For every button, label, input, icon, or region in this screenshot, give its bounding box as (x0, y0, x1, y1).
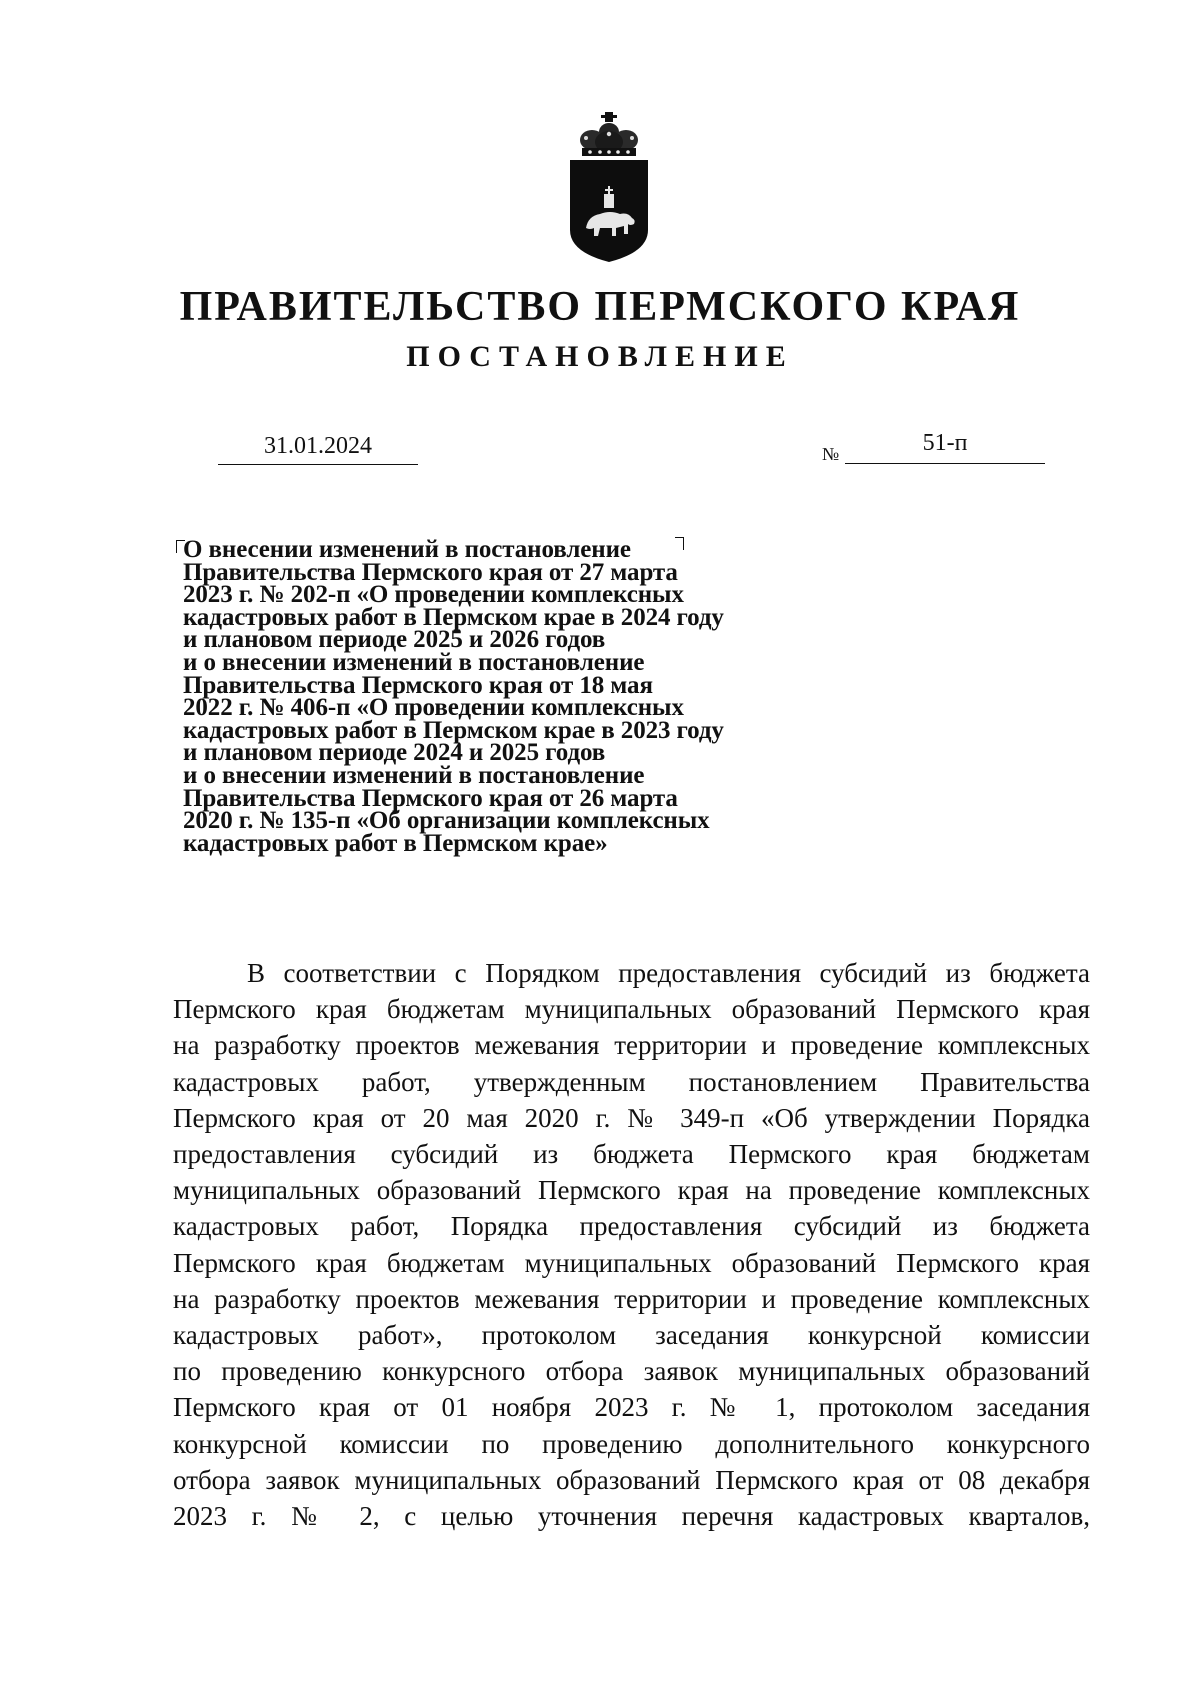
subject-line: и о внесении изменений в постановление (183, 648, 645, 676)
subject-line: Правительства Пермского края от 27 марта (183, 558, 678, 586)
body-line: Пермского края бюджетам муниципальных образований Пермского края (173, 994, 1090, 1025)
body-line: по проведению конкурсного отбора заявок муниципальных образований (173, 1356, 1090, 1387)
body-line: муниципальных образований Пермского края на проведение комплексных (173, 1175, 1090, 1206)
body-line: Пермского края от 01 ноября 2023 г. № 1, протоколом заседания (173, 1392, 1090, 1423)
body-line: на разработку проектов межевания территории и проведение комплексных (173, 1283, 1090, 1314)
crown-icon (580, 112, 638, 156)
document-number: 51-п (845, 425, 1045, 464)
subject-line: и о внесении изменений в постановление (183, 761, 645, 789)
body-line: отбора заявок муниципальных образований Пермского края от 08 декабря (173, 1464, 1090, 1495)
document-type-title: ПОСТАНОВЛЕНИЕ (406, 340, 794, 373)
subject-line: 2023 г. № 202-п «О проведении комплексных (183, 581, 684, 609)
subject-line: 2022 г. № 406-п «О проведении комплексных (183, 694, 684, 722)
body-line: кадастровых работ, утвержденным постановлением Правительства (173, 1066, 1090, 1097)
body-line: конкурсной комиссии по проведению дополнительного конкурсного (173, 1428, 1090, 1459)
subject-line: и плановом периоде 2025 и 2026 годов (183, 626, 606, 654)
subject-line: кадастровых работ в Пермском крае» (183, 829, 608, 857)
subject-line: Правительства Пермского края от 26 марта (183, 784, 678, 812)
subject-line: 2020 г. № 135-п «Об организации комплексных (183, 807, 710, 835)
document-body (173, 955, 1090, 1534)
body-line: Пермского края от 20 мая 2020 г. № 349-п «Об утверждении Порядка (173, 1102, 1090, 1133)
subject-line: кадастровых работ в Пермском крае в 2024 году (183, 603, 724, 631)
body-line: на разработку проектов межевания территории и проведение комплексных (173, 1030, 1090, 1061)
subject-line: кадастровых работ в Пермском крае в 2023 году (183, 716, 724, 744)
subject-line: Правительства Пермского края от 18 мая (183, 671, 653, 699)
body-line: 2023 г. № 2, с целью уточнения перечня кадастровых кварталов, (173, 1501, 1090, 1532)
subject-line: О внесении изменений в постановление (183, 536, 631, 563)
document-date: 31.01.2024 (218, 428, 418, 465)
body-line: кадастровых работ», протоколом заседания конкурсной комиссии (173, 1320, 1090, 1351)
shield-icon (570, 160, 648, 262)
body-line: Пермского края бюджетам муниципальных образований Пермского края (173, 1247, 1090, 1278)
body-line: кадастровых работ, Порядка предоставления субсидий из бюджета (173, 1211, 1090, 1242)
document-subject (183, 536, 823, 857)
subject-line: и плановом периоде 2024 и 2025 годов (183, 739, 606, 767)
perm-krai-coat-of-arms-icon (566, 112, 652, 262)
body-line: предоставления субсидий из бюджета Пермского края бюджетам (173, 1139, 1090, 1170)
organization-title: ПРАВИТЕЛЬСТВО ПЕРМСКОГО КРАЯ (179, 284, 1021, 330)
body-line: В соответствии с Порядком предоставления субсидий из бюджета (247, 958, 1090, 988)
number-label: № (822, 444, 840, 464)
